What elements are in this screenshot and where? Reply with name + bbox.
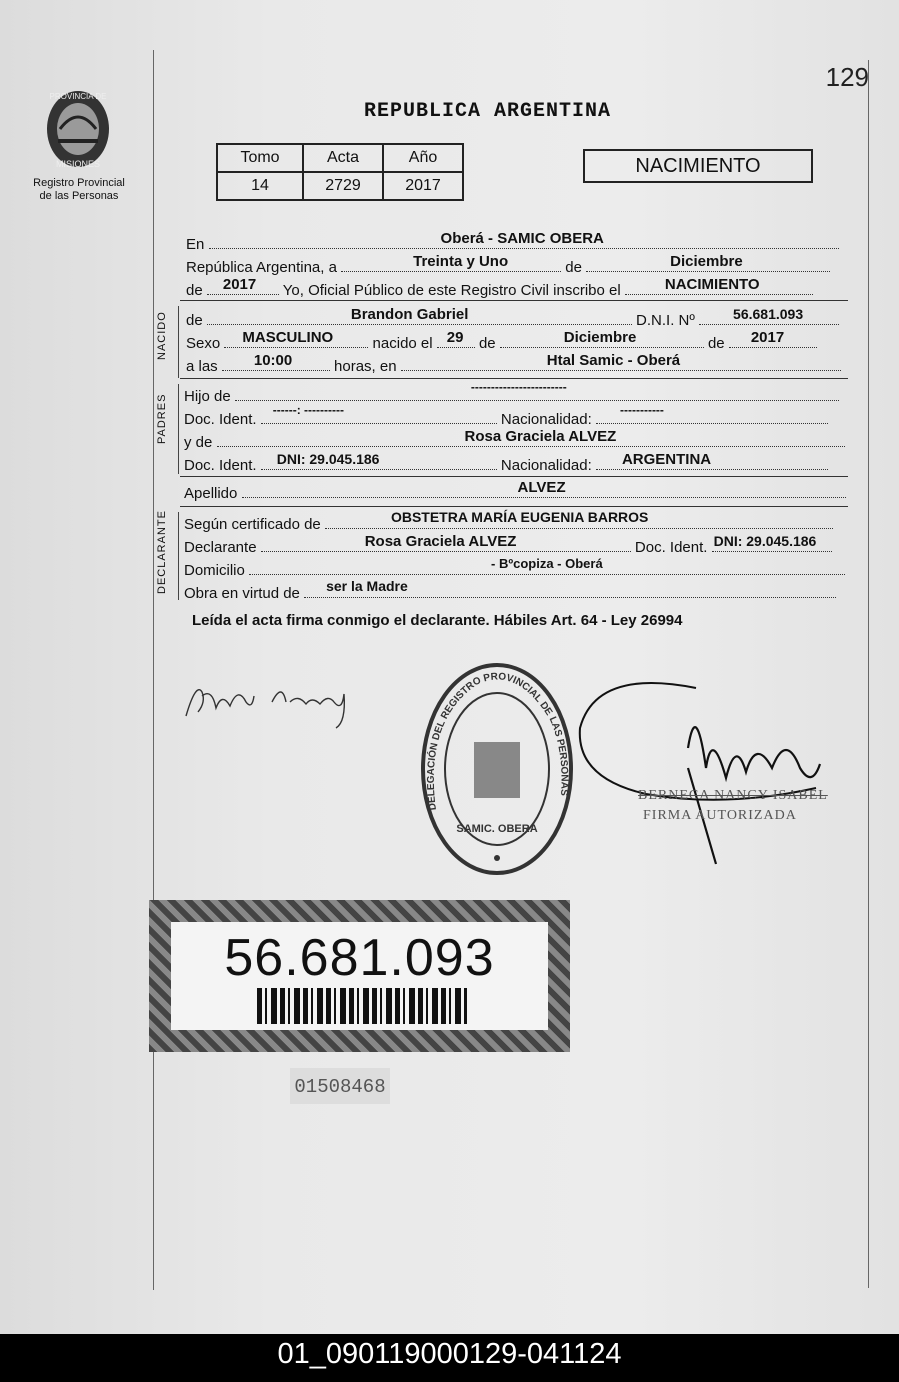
nacido-bracket: [178, 306, 179, 378]
declarante-name-value: Rosa Graciela ALVEZ: [364, 533, 517, 550]
nacido-de-label-2: de: [478, 335, 496, 352]
footer-text: 01_090119000129-041124: [277, 1338, 622, 1370]
sexo-value: MASCULINO: [242, 329, 334, 346]
birth-place-value: Htal Samic - Oberá: [546, 352, 681, 369]
birth-month-value: Diciembre: [563, 329, 637, 346]
closing-text: Leída el acta firma conmigo el declarante. Hábiles Art. 64 - Ley 26994: [192, 612, 683, 629]
value-tomo: 14: [217, 172, 303, 200]
mother-doc-value: DNI: 29.045.186: [276, 451, 380, 467]
obra-label: Obra en virtud de: [184, 585, 300, 602]
apellido-line: [184, 479, 846, 502]
birth-day-value: 29: [446, 329, 464, 346]
nacido-section-label: NACIDO: [156, 311, 168, 360]
republic-label: República Argentina, a: [186, 259, 337, 276]
divider-3: [180, 476, 848, 477]
domicilio-label: Domicilio: [184, 562, 245, 579]
right-margin-line: [868, 60, 869, 1288]
declarante-line-4: [184, 578, 836, 602]
father-nat-label: Nacionalidad:: [500, 411, 592, 428]
day-words-value: Treinta y Uno: [413, 253, 509, 270]
official-role: FIRMA AUTORIZADA: [643, 808, 797, 823]
padres-bracket: [178, 384, 179, 474]
declarant-signature: [182, 672, 372, 737]
barcode-bars: [257, 988, 467, 1024]
stamp-text: DELEGACIÓN DEL REGISTRO PROVINCIAL DE LAS PERSONAS: [425, 671, 570, 811]
declarante-line-2: [184, 533, 832, 556]
child-name-value: Brandon Gabriel: [350, 306, 469, 323]
logo-top-text: PROVINCIA DE: [49, 92, 107, 101]
alas-label: a las: [186, 358, 218, 375]
nacido-line-1: [186, 306, 839, 329]
barcode-inner: [171, 922, 548, 1030]
padres-section-label: PADRES: [156, 393, 168, 444]
declarante-bracket: [178, 512, 179, 600]
de-label: de: [565, 259, 582, 276]
domicilio-value: - Bºcopiza - Oberá: [491, 556, 603, 571]
page-number: 129: [825, 62, 869, 92]
header-tomo: Tomo: [217, 144, 303, 172]
intro-line-1: [186, 230, 839, 253]
logo-caption-2: de las Personas: [39, 190, 119, 202]
intro-line-2: [186, 253, 830, 276]
barcode-label: [149, 900, 570, 1052]
header-acta: Acta: [303, 144, 383, 172]
official-text: Yo, Oficial Público de este Registro Civil inscribo el: [282, 282, 621, 299]
mother-nat-label: Nacionalidad:: [500, 457, 592, 474]
nacido-line-2: [186, 329, 817, 352]
value-ano: 2017: [383, 172, 463, 200]
intro-line-3: de 2017 Yo, Oficial Público de este Registro Civil inscribo el NACIMIENTO: [186, 280, 813, 299]
left-margin-line: [153, 50, 154, 1290]
logo-caption: [24, 177, 134, 203]
footer-bar: [0, 1334, 899, 1382]
yde-label: y de: [184, 434, 213, 451]
document-title: REPUBLICA ARGENTINA: [364, 100, 612, 123]
sexo-label: Sexo: [186, 335, 221, 352]
stamp-inner-text: SAMIC. OBERA: [456, 823, 538, 835]
mother-doc-label: Doc. Ident.: [184, 457, 257, 474]
mother-name-value: Rosa Graciela ALVEZ: [464, 428, 617, 445]
apellido-value: ALVEZ: [517, 479, 566, 496]
cert-value: OBSTETRA MARÍA EUGENIA BARROS: [390, 509, 649, 525]
divider-4: [180, 506, 848, 507]
official-stamp: [418, 660, 576, 883]
declarante-line-3: [184, 556, 845, 579]
value-acta: 2729: [303, 172, 383, 200]
child-dni-value: 56.681.093: [733, 306, 804, 322]
place-value: Oberá - SAMIC OBERA: [440, 230, 604, 247]
father-doc-label: Doc. Ident.: [184, 411, 257, 428]
logo-bottom-text: MISIONES: [55, 159, 101, 169]
declarante-line-1: [184, 509, 833, 533]
declarante-section-label: DECLARANTE: [156, 510, 168, 594]
father-nat-value: -----------: [619, 403, 664, 417]
act-name-value: NACIMIENTO: [664, 276, 760, 293]
nacido-de-label-3: de: [707, 335, 725, 352]
barcode-number: 56.681.093: [224, 929, 495, 987]
divider-2: [180, 378, 848, 379]
year-value: 2017: [222, 276, 257, 293]
cert-label: Según certificado de: [184, 516, 321, 533]
birth-year-value: 2017: [750, 329, 785, 346]
reason-value: ser la Madre: [326, 578, 408, 594]
header-ano: Año: [383, 144, 463, 172]
declarante-doc-label: Doc. Ident.: [634, 539, 708, 556]
divider-1: [180, 300, 848, 301]
nacido-line-3: [186, 352, 841, 375]
apellido-label: Apellido: [184, 485, 238, 502]
declarante-label: Declarante: [184, 539, 257, 556]
horas-label: horas, en: [334, 358, 397, 375]
logo-caption-1: Registro Provincial: [33, 177, 125, 189]
mother-nat-value: ARGENTINA: [621, 451, 712, 468]
serial-number: 01508468: [290, 1068, 390, 1104]
padres-line-3: [184, 428, 845, 451]
nacido-el-label: nacido el: [372, 335, 433, 352]
province-logo: [40, 85, 116, 180]
birth-time-value: 10:00: [253, 352, 293, 369]
official-name: BERNECA NANCY ISABEL: [638, 788, 828, 803]
padres-line-2: [184, 403, 828, 428]
declarante-doc-value: DNI: 29.045.186: [713, 533, 817, 549]
official-signature: [576, 668, 826, 873]
act-type-box: NACIMIENTO: [583, 149, 813, 183]
padres-line-4: [184, 451, 828, 474]
dni-label: D.N.I. Nº: [636, 312, 695, 329]
father-name-value: ------------------------: [470, 380, 567, 394]
en-label: En: [186, 236, 205, 253]
nacido-de-label: de: [186, 312, 203, 329]
month-value: Diciembre: [670, 253, 743, 270]
father-doc-value: ------: ----------: [272, 403, 344, 417]
hijo-label: Hijo de: [184, 388, 231, 405]
registry-table: [216, 143, 464, 201]
